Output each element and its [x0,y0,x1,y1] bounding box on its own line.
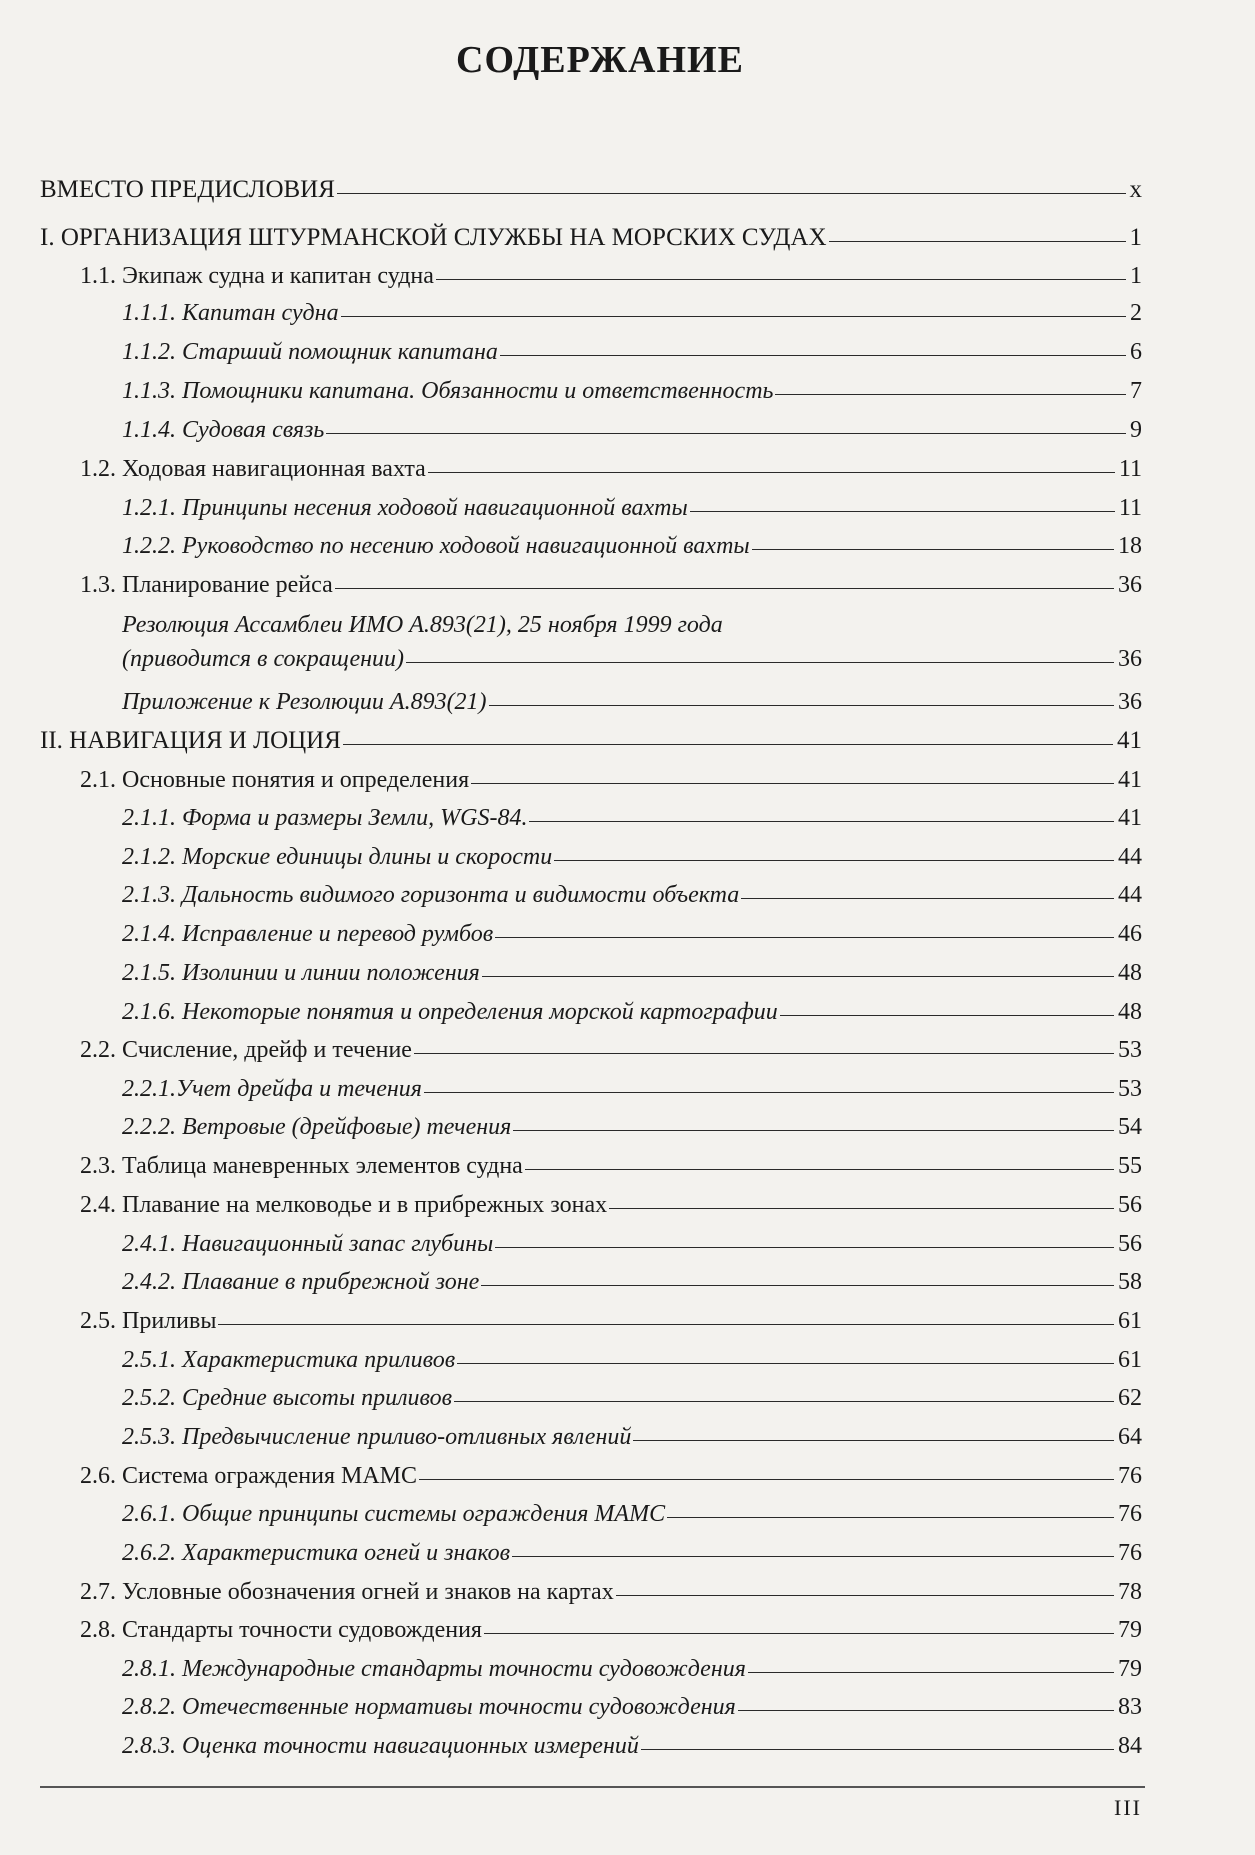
toc-entry-page: 55 [1118,1153,1142,1179]
toc-entry-text: 2.4. Плавание на мелководье и в прибрежных зонах [80,1192,608,1218]
dot-leader [512,1556,1114,1557]
toc-entry-section [80,1616,1142,1650]
dot-leader [218,1324,1114,1325]
toc-entry-page: 48 [1118,960,1142,986]
dot-leader [457,1363,1114,1364]
toc-entry-subsection [122,1732,1142,1766]
toc-entry-page: 6 [1130,339,1142,365]
toc-entry-page: 83 [1118,1694,1142,1720]
toc-entry-page: 36 [1118,646,1142,672]
toc-entry-subsection [122,1230,1142,1264]
toc-entry-subsection [122,1539,1142,1573]
toc-entry-page: 7 [1130,378,1142,404]
toc-entry-text: 1.3. Планирование рейса [80,572,333,598]
toc-entry-subsection [122,1500,1142,1534]
toc-entry-text-cont: (приводится в сокращении) [122,646,405,672]
dot-leader [738,1710,1114,1711]
toc-entry-subsection [122,299,1142,333]
toc-entry-subsection [122,920,1142,954]
toc-entry-subsection [122,1384,1142,1418]
toc-entry-text: 2.6.2. Характеристика огней и знаков [122,1540,511,1566]
toc-entry-page: 56 [1118,1231,1142,1257]
toc-entry-subsection [122,1423,1142,1457]
dot-leader [424,1092,1114,1093]
toc-entry-subsection [122,1693,1142,1727]
toc-entry-section [80,1152,1142,1186]
dot-leader [748,1672,1114,1673]
toc-entry-text: 2.3. Таблица маневренных элементов судна [80,1153,523,1179]
toc-entry-subsection [122,804,1142,838]
toc-entry-text: 1.1.3. Помощники капитана. Обязанности и ответственность [122,378,774,404]
toc-entry-page: 79 [1118,1656,1142,1682]
toc-entry-subsection [122,1655,1142,1689]
dot-leader [495,937,1114,938]
toc-entry-section [80,1036,1142,1070]
toc-entry-page: 44 [1118,882,1142,908]
toc-entry-text: 2.4.2. Плавание в прибрежной зоне [122,1269,480,1295]
dot-leader [414,1053,1114,1054]
dot-leader [633,1440,1114,1441]
toc-entry-text: II. НАВИГАЦИЯ И ЛОЦИЯ [40,727,341,754]
toc-entry-text: 2.1.5. Изолинии и линии положения [122,960,480,986]
toc-entry-page: 41 [1117,727,1142,754]
toc-entry-page: 53 [1118,1076,1142,1102]
toc-entry-subsection [122,1346,1142,1380]
toc-entry-text: 1.2.2. Руководство по несению ходовой навигационной вахты [122,533,750,559]
toc-entry-page: 76 [1118,1540,1142,1566]
toc-entry-subsection [122,881,1142,915]
toc-entry-subsection [122,1268,1142,1302]
toc-entry-subsection [122,1075,1142,1109]
toc-entry-section [80,262,1142,296]
toc-entry-subsection [122,959,1142,993]
toc-entry-page: 61 [1118,1308,1142,1334]
toc-entry-text: Приложение к Резолюции А.893(21) [122,689,487,715]
dot-leader [454,1401,1114,1402]
toc-entry-text: 2.6. Система ограждения МАМС [80,1463,418,1489]
toc-entry-page: 84 [1118,1733,1142,1759]
toc-entry-chapter-1 [40,224,1142,258]
toc-entry-text: ВМЕСТО ПРЕДИСЛОВИЯ [40,176,335,203]
toc-entry-text: 2.1.3. Дальность видимого горизонта и видимости объекта [122,882,740,908]
toc-entry-subsection [122,532,1142,566]
toc-entry-page: 41 [1118,767,1142,793]
dot-leader [481,1285,1114,1286]
toc-entry-text: 1.1.1. Капитан судна [122,300,339,326]
toc-entry-page: 2 [1130,300,1142,326]
dot-leader [471,783,1114,784]
toc-entry-page: 61 [1118,1347,1142,1373]
toc-entry-section [80,455,1142,489]
toc-entry-text: Резолюция Ассамблеи ИМО А.893(21), 25 ноября 1999 года [122,612,723,638]
toc-entry-page: 78 [1118,1579,1142,1605]
toc-entry-chapter-2 [40,727,1142,761]
dot-leader [752,549,1114,550]
toc-entry-text: 2.5.2. Средние высоты приливов [122,1385,453,1411]
toc-entry-page: x [1129,176,1142,203]
dot-leader [326,433,1126,434]
toc-entry-text: 2.2. Счисление, дрейф и течение [80,1037,412,1063]
toc-entry-subsection [122,377,1142,411]
page-title: СОДЕРЖАНИЕ [456,39,744,81]
toc-entry-page: 1 [1129,224,1142,251]
dot-leader [513,1130,1114,1131]
toc-entry-page: 46 [1118,921,1142,947]
dot-leader [609,1208,1114,1209]
dot-leader [489,705,1114,706]
toc-entry-text: 1.2.1. Принципы несения ходовой навигационной вахты [122,495,688,521]
toc-entry-text: 1.2. Ходовая навигационная вахта [80,456,426,482]
toc-entry-page: 1 [1130,263,1142,289]
dot-leader [554,860,1114,861]
toc-entry-page: 79 [1118,1617,1142,1643]
toc-entry-text: 2.5.1. Характеристика приливов [122,1347,456,1373]
toc-entry-text: 2.5.3. Предвычисление приливо-отливных явлений [122,1424,632,1450]
toc-entry-text: 2.1.4. Исправление и перевод румбов [122,921,494,947]
toc-entry-subsection [122,338,1142,372]
toc-entry-page: 56 [1118,1192,1142,1218]
toc-entry-line2 [122,642,1142,676]
toc-entry-page: 76 [1118,1501,1142,1527]
toc-entry-text: 2.4.1. Навигационный запас глубины [122,1231,494,1257]
dot-leader [495,1247,1114,1248]
dot-leader [641,1749,1114,1750]
dot-leader [525,1169,1114,1170]
toc-entry-text: 2.8. Стандарты точности судовождения [80,1617,482,1643]
toc-entry-text: 2.1.2. Морские единицы длины и скорости [122,844,553,870]
toc-entry-text: 2.5. Приливы [80,1308,217,1334]
toc-entry-text: 2.7. Условные обозначения огней и знаков на картах [80,1579,614,1605]
footer-rule [40,1786,1145,1788]
toc-entry-subsection [122,998,1142,1032]
toc-entry-text: 2.8.3. Оценка точности навигационных измерений [122,1733,639,1759]
toc-entry-text: 1.1.4. Судовая связь [122,417,325,443]
dot-leader [616,1595,1114,1596]
toc-entry-subsection [122,494,1142,528]
toc-entry-page: 36 [1118,572,1142,598]
toc-entry-subsection [122,843,1142,877]
toc-entry-page: 76 [1118,1463,1142,1489]
dot-leader [690,511,1115,512]
toc-entry-resolution [122,608,1142,676]
toc-entry-section [80,1578,1142,1612]
dot-leader [428,472,1115,473]
dot-leader [741,898,1114,899]
toc-entry-page: 54 [1118,1114,1142,1140]
dot-leader [419,1479,1114,1480]
toc-entry-subsection [122,1113,1142,1147]
dot-leader [775,394,1126,395]
dot-leader [829,241,1126,242]
toc-entry-page: 64 [1118,1424,1142,1450]
toc-entry-page: 41 [1118,805,1142,831]
toc-entry-text: 2.8.2. Отечественные нормативы точности судовождения [122,1694,736,1720]
dot-leader [335,588,1114,589]
toc-entry-text: 2.2.2. Ветровые (дрейфовые) течения [122,1114,512,1140]
toc-entry-page: 36 [1118,689,1142,715]
toc-entry-section [80,1191,1142,1225]
dot-leader [482,976,1114,977]
dot-leader [667,1517,1114,1518]
toc-entry-page: 44 [1118,844,1142,870]
toc-entry-subsection [122,416,1142,450]
toc-entry-appendix [122,688,1142,722]
dot-leader [337,193,1126,194]
toc-entry-text: 1.1.2. Старший помощник капитана [122,339,498,365]
toc-entry-page: 9 [1130,417,1142,443]
toc-entry-page: 18 [1118,533,1142,559]
dot-leader [436,279,1126,280]
dot-leader [780,1015,1114,1016]
toc-entry-page: 11 [1118,495,1142,521]
toc-entry-section [80,571,1142,605]
toc-entry-text: 2.1.6. Некоторые понятия и определения морской картографии [122,999,778,1025]
toc-entry-text: 2.1. Основные понятия и определения [80,767,470,793]
dot-leader [500,355,1126,356]
toc-entry-foreword [40,176,1142,210]
toc-entry-text: 2.6.1. Общие принципы системы ограждения МАМС [122,1501,666,1527]
toc-entry-section [80,1307,1142,1341]
page-number: III [1114,1795,1142,1820]
toc-entry-section [80,1462,1142,1496]
toc-entry-text: 1.1. Экипаж судна и капитан судна [80,263,434,289]
dot-leader [341,316,1126,317]
toc-entry-page: 11 [1118,456,1142,482]
dot-leader [484,1633,1114,1634]
dot-leader [406,662,1114,663]
toc-entry-section [80,766,1142,800]
toc-entry-page: 62 [1118,1385,1142,1411]
toc-entry-page: 53 [1118,1037,1142,1063]
toc-entry-text: 2.1.1. Форма и размеры Земли, WGS-84. [122,805,528,831]
toc-entry-text: 2.2.1.Учет дрейфа и течения [122,1076,422,1102]
toc-entry-text: I. ОРГАНИЗАЦИЯ ШТУРМАНСКОЙ СЛУЖБЫ НА МОРСКИХ СУДАХ [40,224,827,251]
toc-entry-page: 58 [1118,1269,1142,1295]
toc-entry-page: 48 [1118,999,1142,1025]
dot-leader [343,744,1113,745]
toc-entry-text: 2.8.1. Международные стандарты точности судовождения [122,1656,746,1682]
dot-leader [529,821,1114,822]
